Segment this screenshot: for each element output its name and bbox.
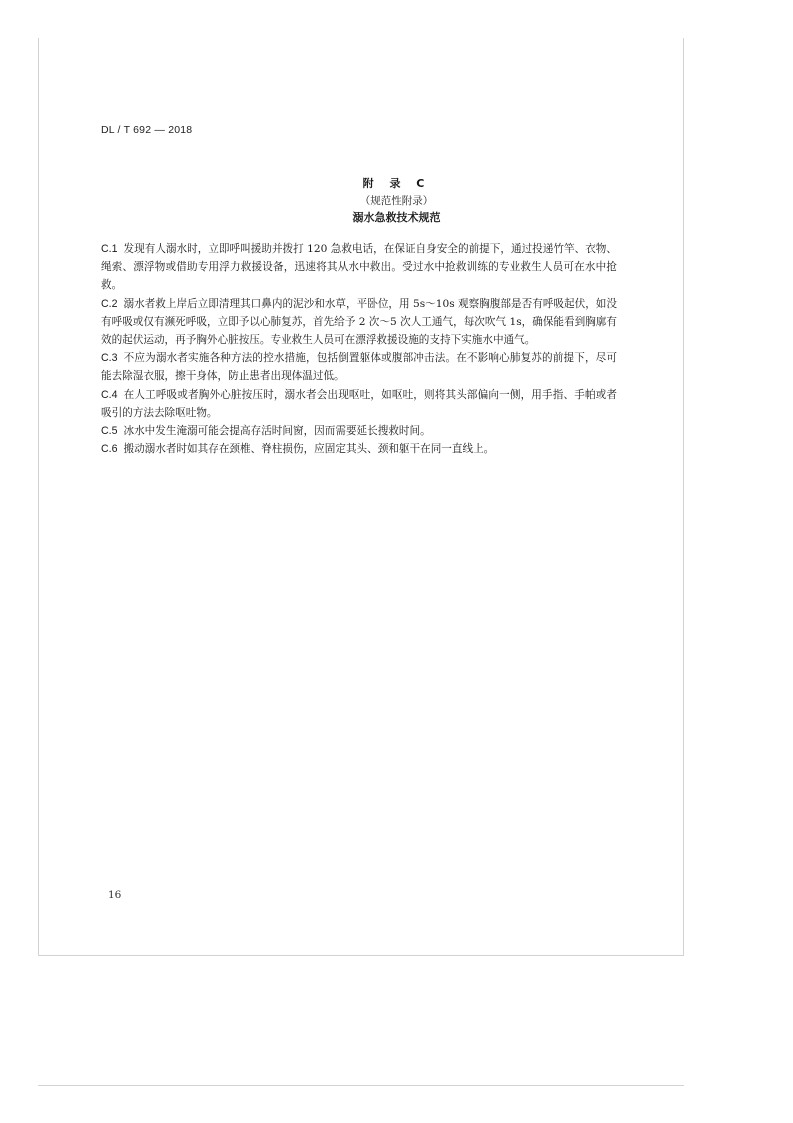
standard-code-header: DL / T 692 — 2018: [101, 124, 193, 136]
clause-text: 搬动溺水者时如其存在颈椎、脊柱损伤，应固定其头、颈和躯干在同一直线上。: [123, 443, 495, 456]
appendix-name: 溺水急救技术规范: [352, 211, 441, 224]
clause-text: 不应为溺水者实施各种方法的控水措施，包括倒置躯体或腹部冲击法。在不影响心肺复苏的前提下，尽可能去除湿衣服，擦干身体，防止患者出现体温过低。: [101, 352, 617, 383]
clause-list: [101, 240, 617, 458]
clause-c1: [101, 240, 617, 295]
clause-id: C.2: [101, 297, 118, 310]
clause-c4: [101, 386, 617, 422]
clause-text: 溺水者救上岸后立即清理其口鼻内的泥沙和水草，平卧位，用 5s～10s 观察胸腹部是否有呼吸起伏，如没有呼吸或仅有濒死呼吸，立即予以心肺复苏，首先给予 2 次～5 次人工通气，每次吹气 1s，确保能看到胸廓有效的起伏运动，再予胸外心脏按压。专业救生人员可在漂浮救援设施的支持下实施水中通气。: [101, 297, 617, 347]
page-number: 16: [108, 889, 122, 901]
clause-c5: [101, 422, 617, 440]
appendix-title: 附 录 C: [362, 177, 431, 190]
clause-c6: [101, 440, 617, 458]
clause-text: 在人工呼吸或者胸外心脏按压时，溺水者会出现呕吐，如呕吐，则将其头部偏向一侧，用手指、手帕或者吸引的方法去除呕吐物。: [101, 388, 617, 419]
clause-id: C.4: [101, 388, 118, 401]
clause-id: C.1: [101, 243, 118, 255]
bottom-rule: [38, 1085, 684, 1086]
appendix-subtitle: （规范性附录）: [359, 195, 434, 207]
appendix-title-block: [0, 175, 793, 226]
clause-c2: [101, 295, 617, 350]
clause-id: C.6: [101, 443, 118, 456]
clause-id: C.5: [101, 425, 118, 438]
clause-text: 冰水中发生淹溺可能会提高存活时间窗，因而需要延长搜救时间。: [123, 425, 431, 438]
clause-id: C.3: [101, 352, 118, 365]
clause-c3: [101, 349, 617, 385]
clause-text: 发现有人溺水时，立即呼叫援助并拨打 120 急救电话，在保证自身安全的前提下，通过投递竹竿、衣物、绳索、漂浮物或借助专用浮力救援设备，迅速将其从水中救出。受过水中抢救训练的专业救生人员可在水中抢救。: [101, 243, 617, 292]
